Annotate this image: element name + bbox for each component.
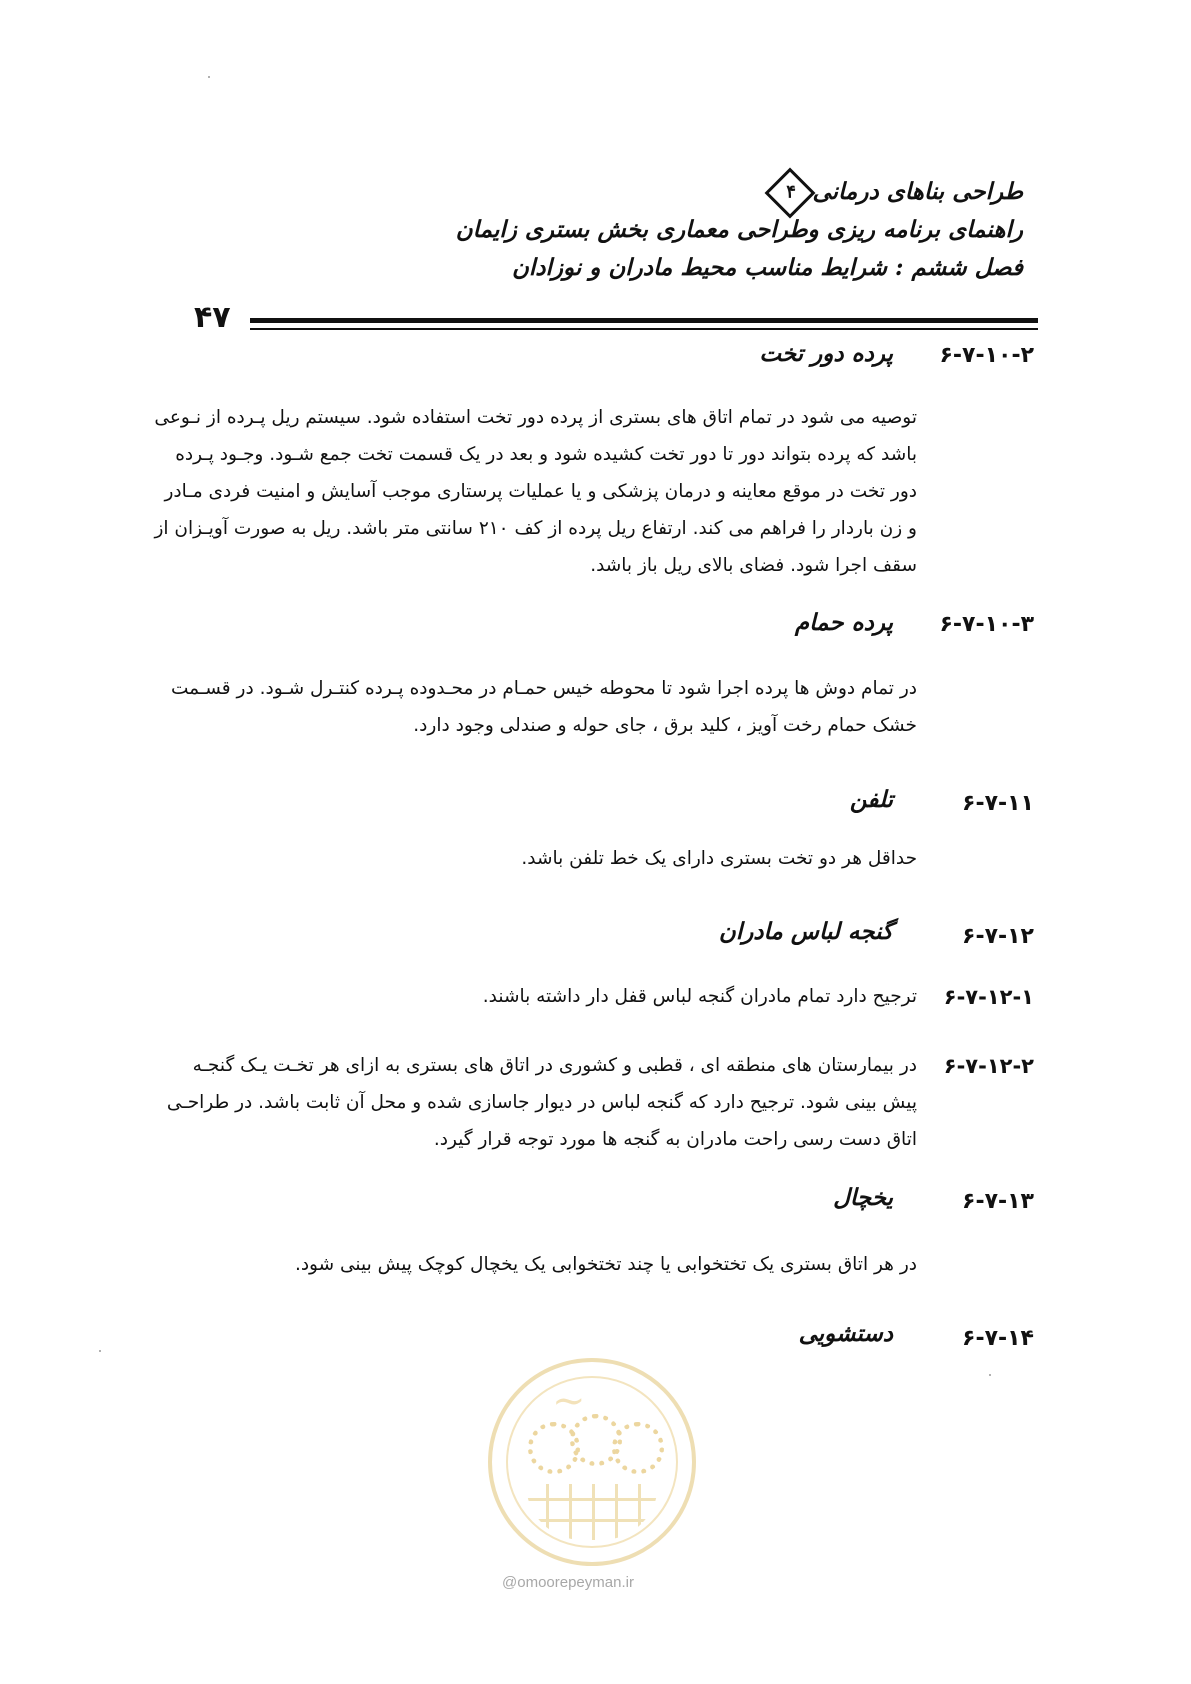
paragraph-line: در هر اتاق بستری یک تختخوابی یا چند تختخوابی یک یخچال کوچک پیش بینی شود.	[294, 1254, 917, 1275]
volume-number: ۴	[786, 181, 797, 203]
speck	[99, 1350, 101, 1352]
section-number: ۶-۷-۱۰-۲	[939, 343, 1034, 368]
section-title: پرده دور تخت	[759, 340, 893, 367]
paragraph-line: حداقل هر دو تخت بستری دارای یک خط تلفن باشد.	[521, 848, 917, 869]
speck	[208, 76, 210, 78]
subsection-number: ۶-۷-۱۲-۲	[943, 1054, 1034, 1078]
header-rule-thick	[250, 318, 1038, 323]
volume-badge	[765, 168, 816, 219]
paragraph-line: سقف اجرا شود. فضای بالای ریل باز باشد.	[590, 555, 917, 576]
paragraph-line: دور تخت در موقع معاینه و درمان پزشکی و یا عملیات پرستاری موجب آسایش و امنیت فردی مـادر	[164, 481, 917, 502]
subsection-number: ۶-۷-۱۲-۱	[943, 985, 1034, 1009]
section-title: دستشویی	[798, 1320, 893, 1347]
section-number: ۶-۷-۱۴	[962, 1326, 1034, 1351]
paragraph-line: خشک حمام رخت آویز ، کلید برق ، جای حوله و صندلی وجود دارد.	[413, 715, 917, 736]
watermark-text: @omoorepeyman.ir	[502, 1574, 634, 1591]
section-number: ۶-۷-۱۱	[962, 791, 1034, 816]
paragraph-line: اتاق دست رسی راحت مادران به گنجه ها مورد توجه قرار گیرد.	[433, 1129, 917, 1150]
section-number: ۶-۷-۱۰-۳	[939, 612, 1034, 637]
paragraph-line: پیش بینی شود. ترجیح دارد که گنجه لباس در دیوار جاسازی شده و محل آن ثابت باشد. در طراحـی	[166, 1092, 917, 1113]
speck	[989, 1374, 991, 1376]
section-number: ۶-۷-۱۳	[962, 1189, 1034, 1214]
stamp-script: ~	[552, 1378, 586, 1424]
page-number: ۴۷	[194, 300, 231, 335]
paragraph-line: در بیمارستان های منطقه ای ، قطبی و کشوری در اتاق های بستری به ازای هر تخـت یـک گنجـه	[192, 1055, 917, 1076]
section-number: ۶-۷-۱۲	[962, 924, 1034, 949]
book-series-title: طراحی بناهای درمانی	[812, 178, 1023, 205]
section-title: یخچال	[833, 1184, 893, 1211]
paragraph-line: ترجیح دارد تمام مادران گنجه لباس قفل دار داشته باشند.	[482, 986, 917, 1007]
section-title: پرده حمام	[794, 609, 893, 636]
watermark-stamp	[488, 1358, 696, 1566]
header-line-2: راهنمای برنامه ریزی وطراحی معماری بخش بستری زایمان	[455, 216, 1023, 243]
header-rule-thin	[250, 328, 1038, 330]
section-title: تلفن	[849, 786, 893, 813]
paragraph-line: باشد که پرده بتواند دور تا دور تخت کشیده شود و بعد در یک قسمت تخت جمع شـود. وجـود پـرده	[175, 444, 917, 465]
section-title: گنجه لباس مادران	[718, 918, 893, 945]
paragraph-line: در تمام دوش ها پرده اجرا شود تا محوطه خیس حمـام در محـدوده پـرده کنتـرل شـود. در قسـمت	[171, 678, 917, 699]
header-line-3: فصل ششم : شرایط مناسب محیط مادران و نوزادان	[511, 254, 1023, 281]
paragraph-line: توصیه می شود در تمام اتاق های بستری از پرده دور تخت استفاده شود. سیستم ریل پـرده از نـوعی	[154, 407, 917, 428]
paragraph-line: و زن باردار را فراهم می کند. ارتفاع ریل پرده از کف ۲۱۰ سانتی متر باشد. ریل به صورت آویـزان از	[154, 518, 917, 539]
header-line-1	[768, 175, 1023, 211]
gear-icon	[612, 1422, 664, 1474]
